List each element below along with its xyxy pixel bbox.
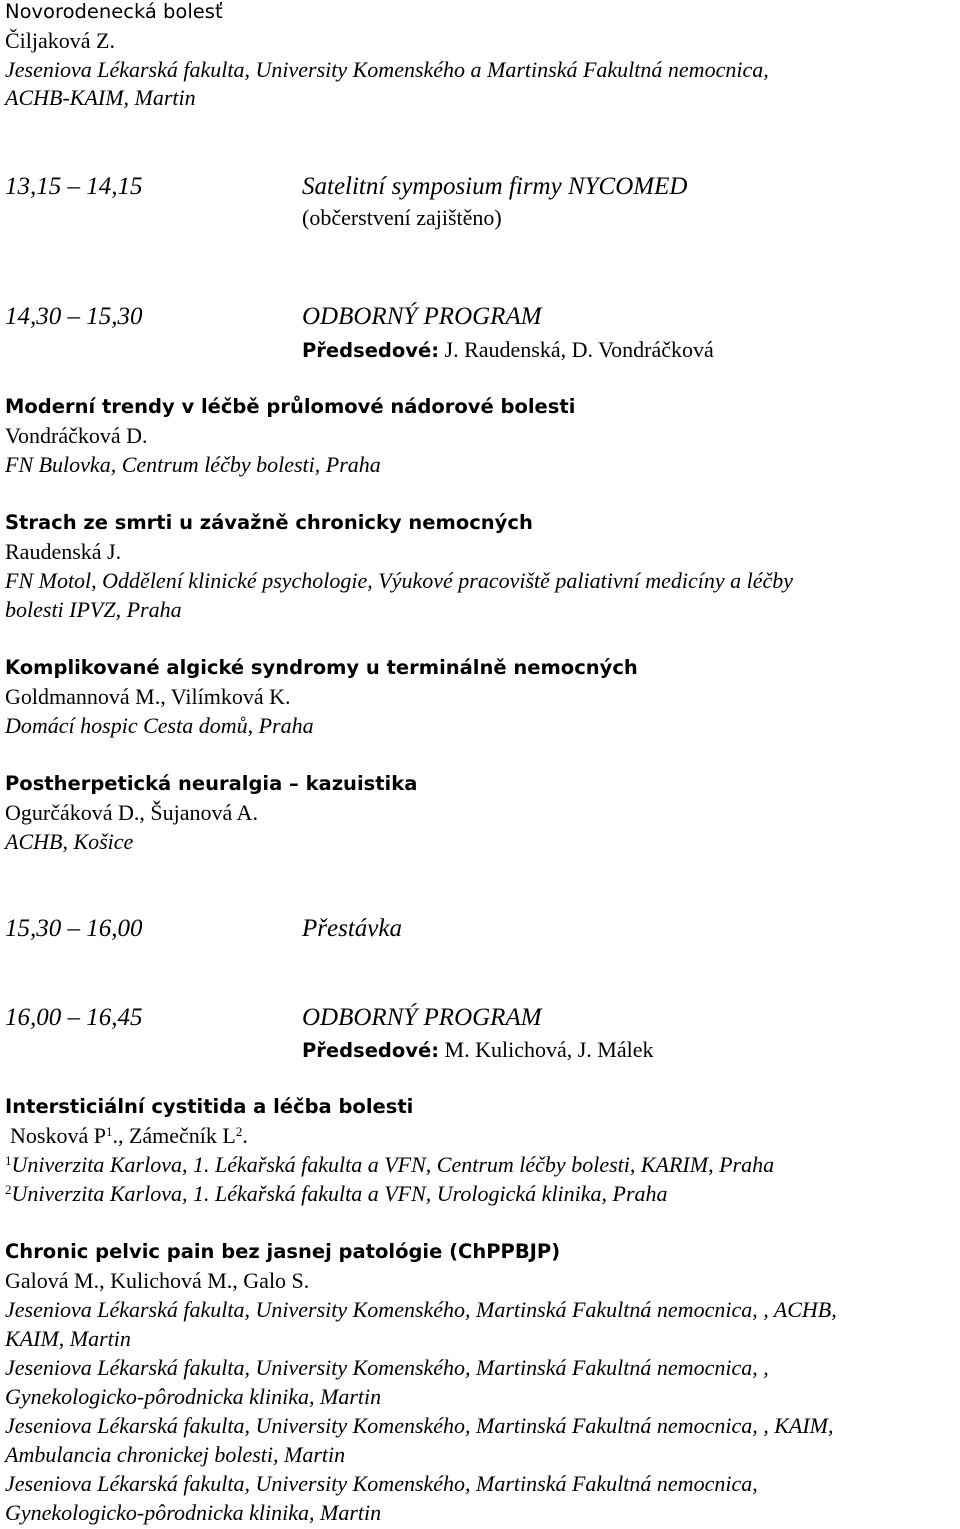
talk5-title: Intersticiální cystitida a léčba bolesti xyxy=(5,1095,414,1118)
talk5-aff1-line xyxy=(5,1151,774,1179)
talk6-aff4-line1: Jeseniova Lékarská fakulta, University Komenského, Martinská Fakultná nemocnica, xyxy=(5,1471,758,1496)
program1-chairs-label: Předsedové: xyxy=(302,339,440,362)
talk6-aff1-line2: KAIM, Martin xyxy=(5,1326,131,1351)
talk6-aff4-line2: Gynekologicko-pôrodnicka klinika, Martin xyxy=(5,1500,382,1525)
talk4-authors: Ogurčáková D., Šujanová A. xyxy=(5,800,258,825)
talk2-affiliation-line1: FN Motol, Oddělení klinické psychologie, Výukové pracoviště paliativní medicíny a léčby xyxy=(5,568,794,593)
talk5-author1-sup: 1 xyxy=(105,1124,113,1139)
program1-chairs xyxy=(302,336,714,365)
talk2-title: Strach ze smrti u závažně chronicky nemocných xyxy=(5,511,533,534)
program1-title: ODBORNÝ PROGRAM xyxy=(302,303,542,330)
symposium-title: Satelitní symposium firmy NYCOMED xyxy=(302,173,688,200)
symposium-note: (občerstvení zajištěno) xyxy=(302,205,502,230)
talk3-authors: Goldmannová M., Vilímková K. xyxy=(5,684,291,709)
header-affiliation-line2: ACHB-KAIM, Martin xyxy=(5,85,196,110)
talk6-aff2-line1: Jeseniova Lékarská fakulta, University Komenského, Martinská Fakultná nemocnica, , xyxy=(5,1355,769,1380)
talk1-affiliation: FN Bulovka, Centrum léčby bolesti, Praha xyxy=(5,452,381,477)
talk6-aff1-line1: Jeseniova Lékarská fakulta, University Komenského, Martinská Fakultná nemocnica, , ACHB, xyxy=(5,1297,837,1322)
program2-chairs-label: Předsedové: xyxy=(302,1039,440,1062)
talk5-aff1-num: 1 xyxy=(5,1153,12,1168)
talk5-author-sep: ., Zámečník L xyxy=(112,1123,236,1148)
talk4-affiliation: ACHB, Košice xyxy=(5,829,134,854)
talk5-author1: Nosková P xyxy=(10,1123,106,1148)
break-title: Přestávka xyxy=(302,915,402,942)
talk6-aff3-line1: Jeseniova Lékarská fakulta, University Komenského, Martinská Fakultná nemocnica, , KAIM, xyxy=(5,1413,834,1438)
program2-title: ODBORNÝ PROGRAM xyxy=(302,1004,542,1031)
talk5-author2-sup: 2 xyxy=(235,1124,243,1139)
talk6-aff2-line2: Gynekologicko-pôrodnicka klinika, Martin xyxy=(5,1384,382,1409)
talk5-aff1: Univerzita Karlova, 1. Lékařská fakulta a VFN, Centrum léčby bolesti, KARIM, Praha xyxy=(11,1152,775,1177)
talk6-title: Chronic pelvic pain bez jasnej patológie (ChPPBJP) xyxy=(5,1240,561,1263)
header-affiliation-line1: Jeseniova Lékarská fakulta, University Komenského a Martinská Fakultná nemocnica, xyxy=(5,57,769,82)
talk5-aff2-line xyxy=(5,1180,668,1208)
talk2-affiliation-line2: bolesti IPVZ, Praha xyxy=(5,597,182,622)
talk5-authors xyxy=(10,1122,248,1150)
program2-chairs xyxy=(302,1036,653,1065)
talk5-author-end: . xyxy=(242,1123,248,1148)
header-title: Novorodenecká bolesť xyxy=(5,0,223,23)
talk5-aff2: Univerzita Karlova, 1. Lékařská fakulta a VFN, Urologická klinika, Praha xyxy=(11,1181,668,1206)
program1-time: 14,30 – 15,30 xyxy=(5,303,143,330)
program2-chairs-names: M. Kulichová, J. Málek xyxy=(444,1037,654,1062)
talk6-authors: Galová M., Kulichová M., Galo S. xyxy=(5,1268,310,1293)
symposium-time: 13,15 – 14,15 xyxy=(5,173,143,200)
program2-time: 16,00 – 16,45 xyxy=(5,1004,143,1031)
talk2-authors: Raudenská J. xyxy=(5,539,122,564)
program1-chairs-names: J. Raudenská, D. Vondráčková xyxy=(444,337,714,362)
talk4-title: Postherpetická neuralgia – kazuistika xyxy=(5,772,418,795)
talk3-title: Komplikované algické syndromy u terminálně nemocných xyxy=(5,656,638,679)
break-time: 15,30 – 16,00 xyxy=(5,915,143,942)
header-author: Čiljaková Z. xyxy=(5,28,115,53)
talk3-affiliation: Domácí hospic Cesta domů, Praha xyxy=(5,713,314,738)
talk6-aff3-line2: Ambulancia chronickej bolesti, Martin xyxy=(5,1442,346,1467)
talk5-aff2-num: 2 xyxy=(5,1182,12,1197)
talk1-authors: Vondráčková D. xyxy=(5,423,148,448)
talk1-title: Moderní trendy v léčbě průlomové nádorové bolesti xyxy=(5,395,576,418)
